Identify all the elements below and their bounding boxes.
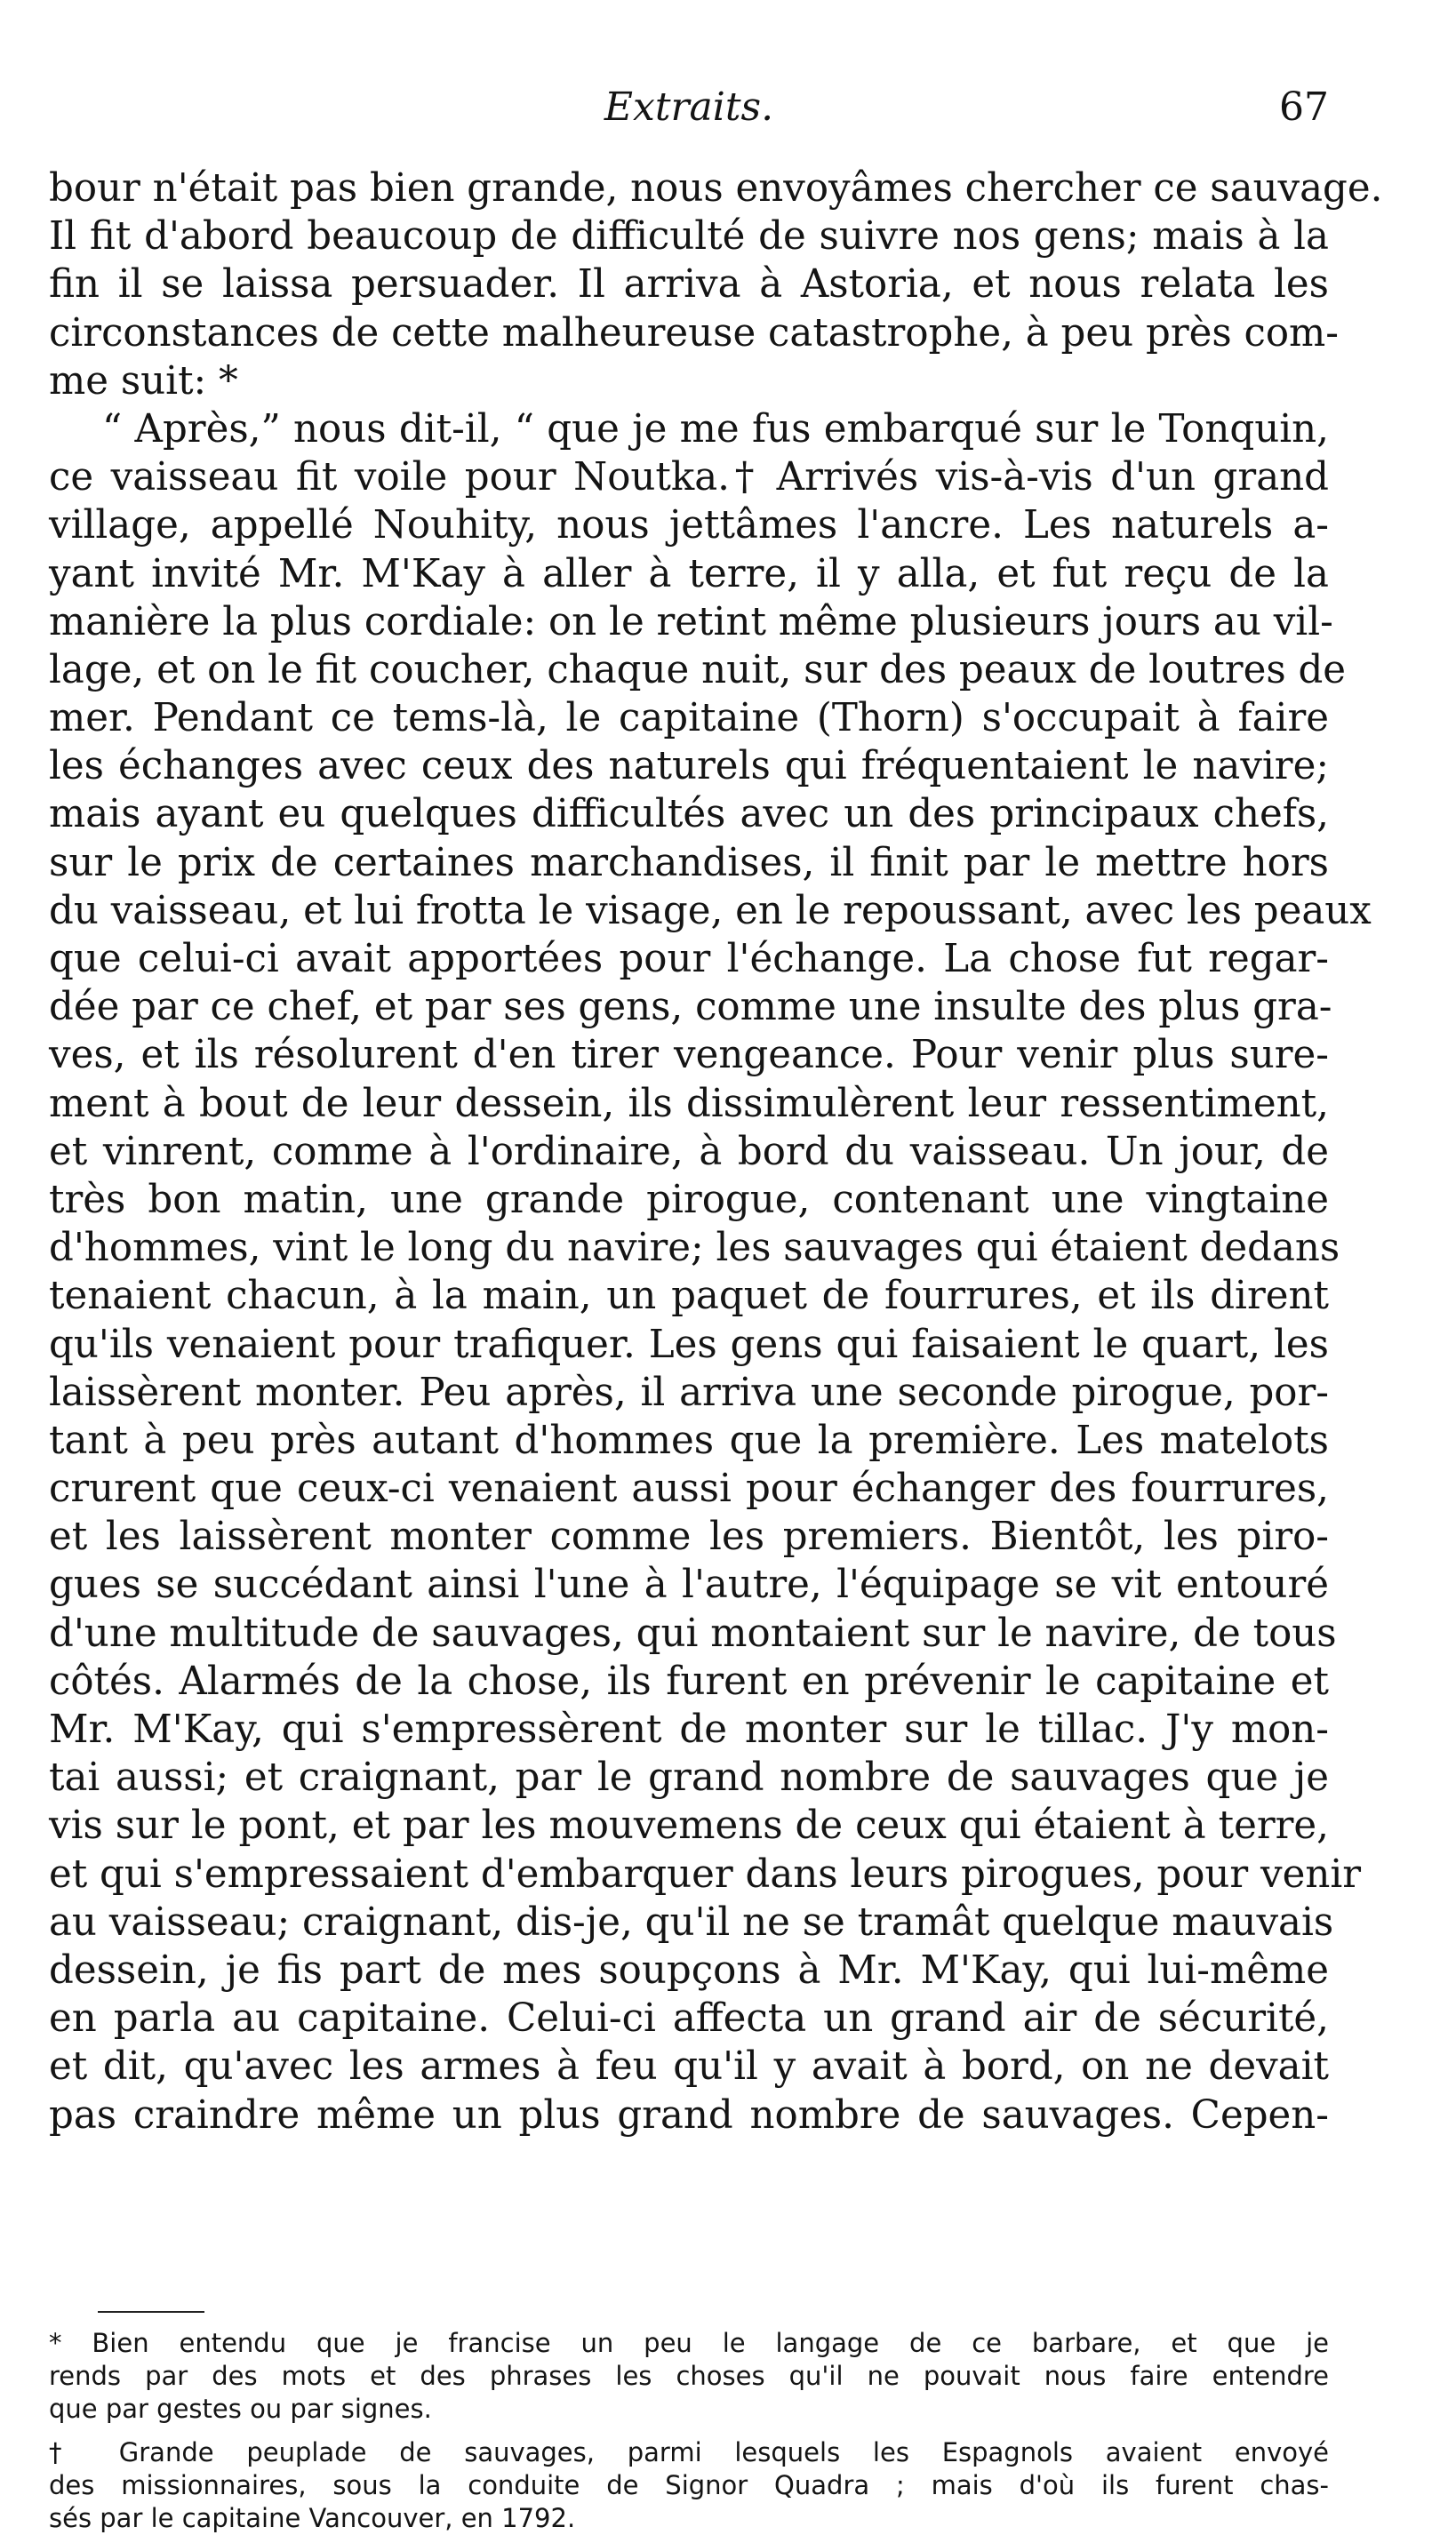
- page-number: 67: [1279, 84, 1329, 130]
- text-line: manière la plus cordiale: on le retint même plusieurs jours au vil-: [49, 599, 1333, 644]
- text-line: village, appellé Nouhity, nous jettâmes l'ancre. Les naturels a-: [49, 503, 1329, 548]
- body-text: [49, 164, 1383, 2139]
- footnote-line: † Grande peuplade de sauvages, parmi lesquels les Espagnols avaient envoyé: [49, 2437, 1329, 2467]
- text-line: mais ayant eu quelques difficultés avec un des principaux chefs,: [49, 792, 1329, 837]
- text-line: crurent que ceux-ci venaient aussi pour échanger des fourrures,: [49, 1467, 1329, 1512]
- footnote-line: sés par le capitaine Vancouver, en 1792.: [49, 2503, 576, 2533]
- text-line: qu'ils venaient pour trafiquer. Les gens qui faisaient le quart, les: [49, 1322, 1329, 1367]
- footnotes: [49, 2327, 1329, 2535]
- text-line: en parla au capitaine. Celui-ci affecta un grand air de sécurité,: [49, 1996, 1329, 2042]
- text-line: sur le prix de certaines marchandises, il finit par le mettre hors: [49, 840, 1329, 885]
- text-line: dessein, je fis part de mes soupçons à Mr. M'Kay, qui lui-même: [49, 1947, 1329, 1993]
- text-line: les échanges avec ceux des naturels qui fréquentaient le navire;: [49, 744, 1329, 789]
- text-line: très bon matin, une grande pirogue, contenant une vingtaine: [49, 1177, 1329, 1222]
- text-line: circonstances de cette malheureuse catastrophe, à peu près com-: [49, 310, 1340, 356]
- text-line: ves, et ils résolurent d'en tirer vengeance. Pour venir plus sure-: [49, 1033, 1329, 1078]
- text-line: et qui s'empressaient d'embarquer dans leurs pirogues, pour venir: [49, 1851, 1362, 1897]
- text-line: et vinrent, comme à l'ordinaire, à bord du vaisseau. Un jour, de: [49, 1129, 1329, 1174]
- text-line: Mr. M'Kay, qui s'empressèrent de monter sur le tillac. J'y mon-: [49, 1707, 1329, 1752]
- running-head: Extraits.: [604, 84, 774, 130]
- text-line: et dit, qu'avec les armes à feu qu'il y avait à bord, on ne devait: [49, 2044, 1329, 2090]
- text-line: que celui-ci avait apportées pour l'échange. La chose fut regar-: [49, 937, 1329, 981]
- text-line: ce vaisseau fit voile pour Noutka.† Arrivés vis-à-vis d'un grand: [49, 455, 1329, 500]
- footnote-line: que par gestes ou par signes.: [49, 2394, 432, 2424]
- text-line: laissèrent monter. Peu après, il arriva une seconde pirogue, por-: [49, 1370, 1329, 1415]
- text-line: vis sur le pont, et par les mouvemens de ceux qui étaient à terre,: [49, 1803, 1329, 1849]
- text-line: fin il se laissa persuader. Il arriva à Astoria, et nous relata les: [49, 262, 1329, 308]
- page-header: [49, 76, 1329, 139]
- text-line: “ Après,” nous dit-il, “ que je me fus embarqué sur le Tonquin,: [102, 406, 1329, 452]
- text-line: ment à bout de leur dessein, ils dissimulèrent leur ressentiment,: [49, 1081, 1329, 1126]
- text-line: dée par ce chef, et par ses gens, comme une insulte des plus gra-: [49, 985, 1332, 1030]
- text-line: lage, et on le fit coucher, chaque nuit, sur des peaux de loutres de: [49, 647, 1347, 692]
- text-line: tenaient chacun, à la main, un paquet de fourrures, et ils dirent: [49, 1274, 1329, 1319]
- text-line: Il fit d'abord beaucoup de difficulté de suivre nos gens; mais à la: [49, 214, 1329, 260]
- text-line: du vaisseau, et lui frotta le visage, en le repoussant, avec les peaux: [49, 888, 1372, 933]
- text-line: au vaisseau; craignant, dis-je, qu'il ne se tramât quelque mauvais: [49, 1899, 1334, 1945]
- text-line: d'une multitude de sauvages, qui montaient sur le navire, de tous: [49, 1611, 1337, 1656]
- text-line: gues se succédant ainsi l'une à l'autre, l'équipage se vit entouré: [49, 1563, 1329, 1608]
- text-line: tai aussi; et craignant, par le grand nombre de sauvages que je: [49, 1755, 1329, 1801]
- footnote-divider: [98, 2311, 204, 2313]
- text-line: côtés. Alarmés de la chose, ils furent en prévenir le capitaine et: [49, 1659, 1329, 1704]
- text-line: pas craindre même un plus grand nombre de sauvages. Cepen-: [49, 2092, 1329, 2138]
- text-line: me suit: *: [49, 358, 238, 404]
- footnote-line: * Bien entendu que je francise un peu le langage de ce barbare, et que je: [49, 2328, 1329, 2358]
- text-line: tant à peu près autant d'hommes que la première. Les matelots: [49, 1418, 1329, 1463]
- text-line: mer. Pendant ce tems-là, le capitaine (Thorn) s'occupait à faire: [49, 696, 1329, 741]
- text-line: yant invité Mr. M'Kay à aller à terre, il y alla, et fut reçu de la: [49, 551, 1329, 596]
- text-line: bour n'était pas bien grande, nous envoyâmes chercher ce sauvage.: [49, 166, 1383, 211]
- text-line: d'hommes, vint le long du navire; les sauvages qui étaient dedans: [49, 1226, 1340, 1271]
- text-line: et les laissèrent monter comme les premiers. Bientôt, les piro-: [49, 1515, 1329, 1560]
- footnote-line: rends par des mots et des phrases les choses qu'il ne pouvait nous faire entendre: [49, 2361, 1329, 2391]
- footnote-line: des missionnaires, sous la conduite de Signor Quadra ; mais d'où ils furent chas-: [49, 2470, 1329, 2500]
